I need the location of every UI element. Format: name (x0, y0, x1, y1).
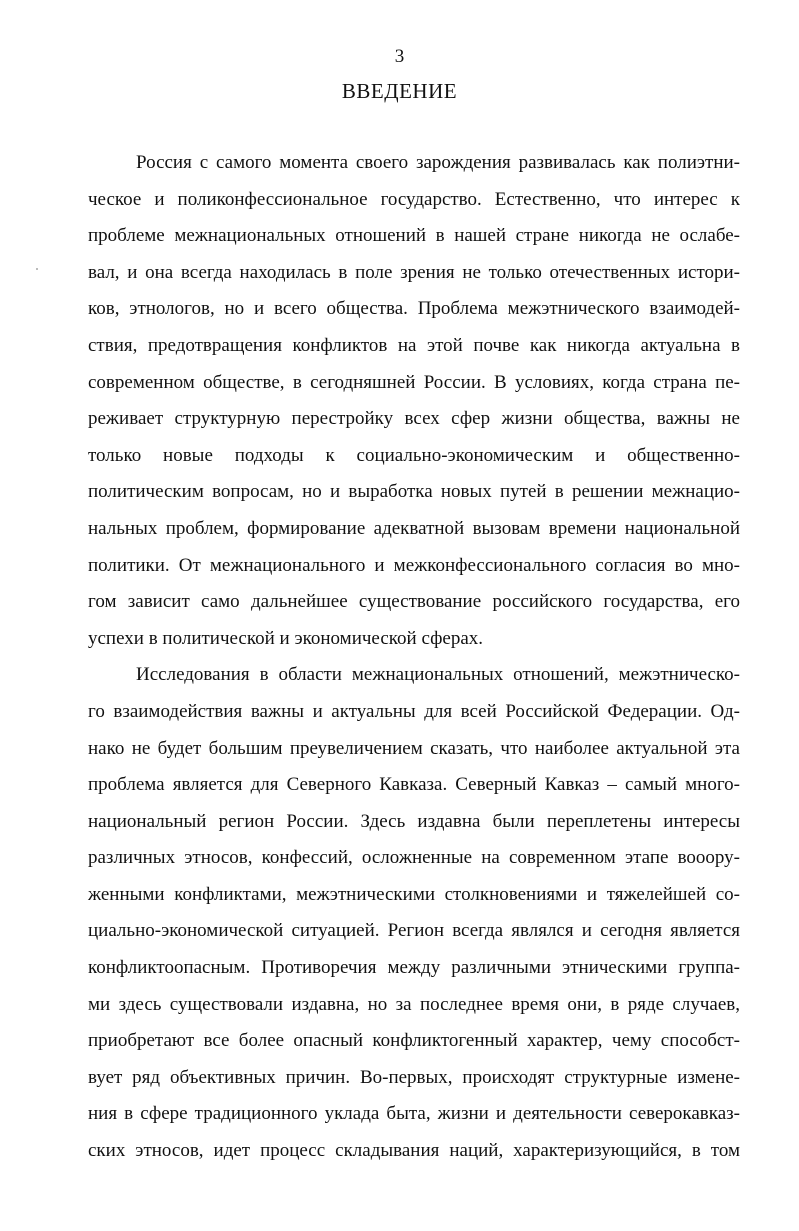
text-line: только новые подходы к социально-экономическим и общественно- (88, 444, 740, 466)
paragraph-2 (88, 657, 740, 1169)
scan-speck (36, 268, 38, 270)
paragraph-1 (88, 145, 740, 657)
text-line: различных этносов, конфессий, осложненные на современном этапе вооору- (88, 847, 740, 869)
text-line: ния в сфере традиционного уклада быта, жизни и деятельности северокавказ- (88, 1103, 740, 1125)
text-line: национальный регион России. Здесь издавна были переплетены интересы (88, 810, 740, 832)
text-line: политики. От межнационального и межконфессионального согласия во мно- (88, 554, 740, 576)
section-heading: ВВЕДЕНИЕ (341, 79, 458, 103)
text-line: ков, этнологов, но и всего общества. Проблема межэтнического взаимодей- (88, 298, 740, 320)
text-line: го взаимодействия важны и актуальны для всей Российской Федерации. Од- (88, 700, 740, 722)
text-line: ми здесь существовали издавна, но за последнее время они, в ряде случаев, (88, 993, 740, 1015)
text-line: вал, и она всегда находилась в поле зрения не только отечественных истори- (88, 261, 740, 283)
text-line: реживает структурную перестройку всех сфер жизни общества, важны не (88, 408, 740, 430)
page-number: 3 (394, 46, 405, 67)
text-line: женными конфликтами, межэтническими столкновениями и тяжелейшей со- (88, 883, 740, 905)
text-line: ствия, предотвращения конфликтов на этой почве как никогда актуальна в (88, 334, 740, 356)
text-line: проблема является для Северного Кавказа. Северный Кавказ – самый много- (88, 774, 740, 796)
body-text (88, 145, 740, 1170)
text-line: вует ряд объективных причин. Во-первых, происходят структурные измене- (88, 1066, 740, 1088)
text-line: нако не будет большим преувеличением сказать, что наиболее актуальной эта (88, 737, 740, 759)
text-line: Россия с самого момента своего зарождения развивалась как полиэтни- (136, 152, 740, 173)
text-line: циально-экономической ситуацией. Регион всегда являлся и сегодня является (88, 920, 740, 942)
text-line: гом зависит само дальнейшее существование российского государства, его (88, 591, 740, 613)
text-line: приобретают все более опасный конфликтогенный характер, чему способст- (88, 1030, 740, 1052)
text-line: нальных проблем, формирование адекватной вызовам времени национальной (88, 517, 740, 539)
text-line: проблеме межнациональных отношений в нашей стране никогда не ослабе- (88, 225, 740, 247)
text-line: современном обществе, в сегодняшней России. В условиях, когда страна пе- (88, 371, 740, 393)
text-line: конфликтоопасным. Противоречия между различными этническими группа- (88, 957, 740, 979)
text-line: Исследования в области межнациональных отношений, межэтническо- (136, 664, 740, 686)
text-line: ских этносов, идет процесс складывания наций, характеризующийся, в том (88, 1140, 740, 1162)
text-line: политическим вопросам, но и выработка новых путей в решении межнацио- (88, 481, 740, 503)
text-line: ческое и поликонфессиональное государство. Естественно, что интерес к (88, 188, 740, 210)
text-line: успехи в политической и экономической сферах. (88, 627, 484, 649)
